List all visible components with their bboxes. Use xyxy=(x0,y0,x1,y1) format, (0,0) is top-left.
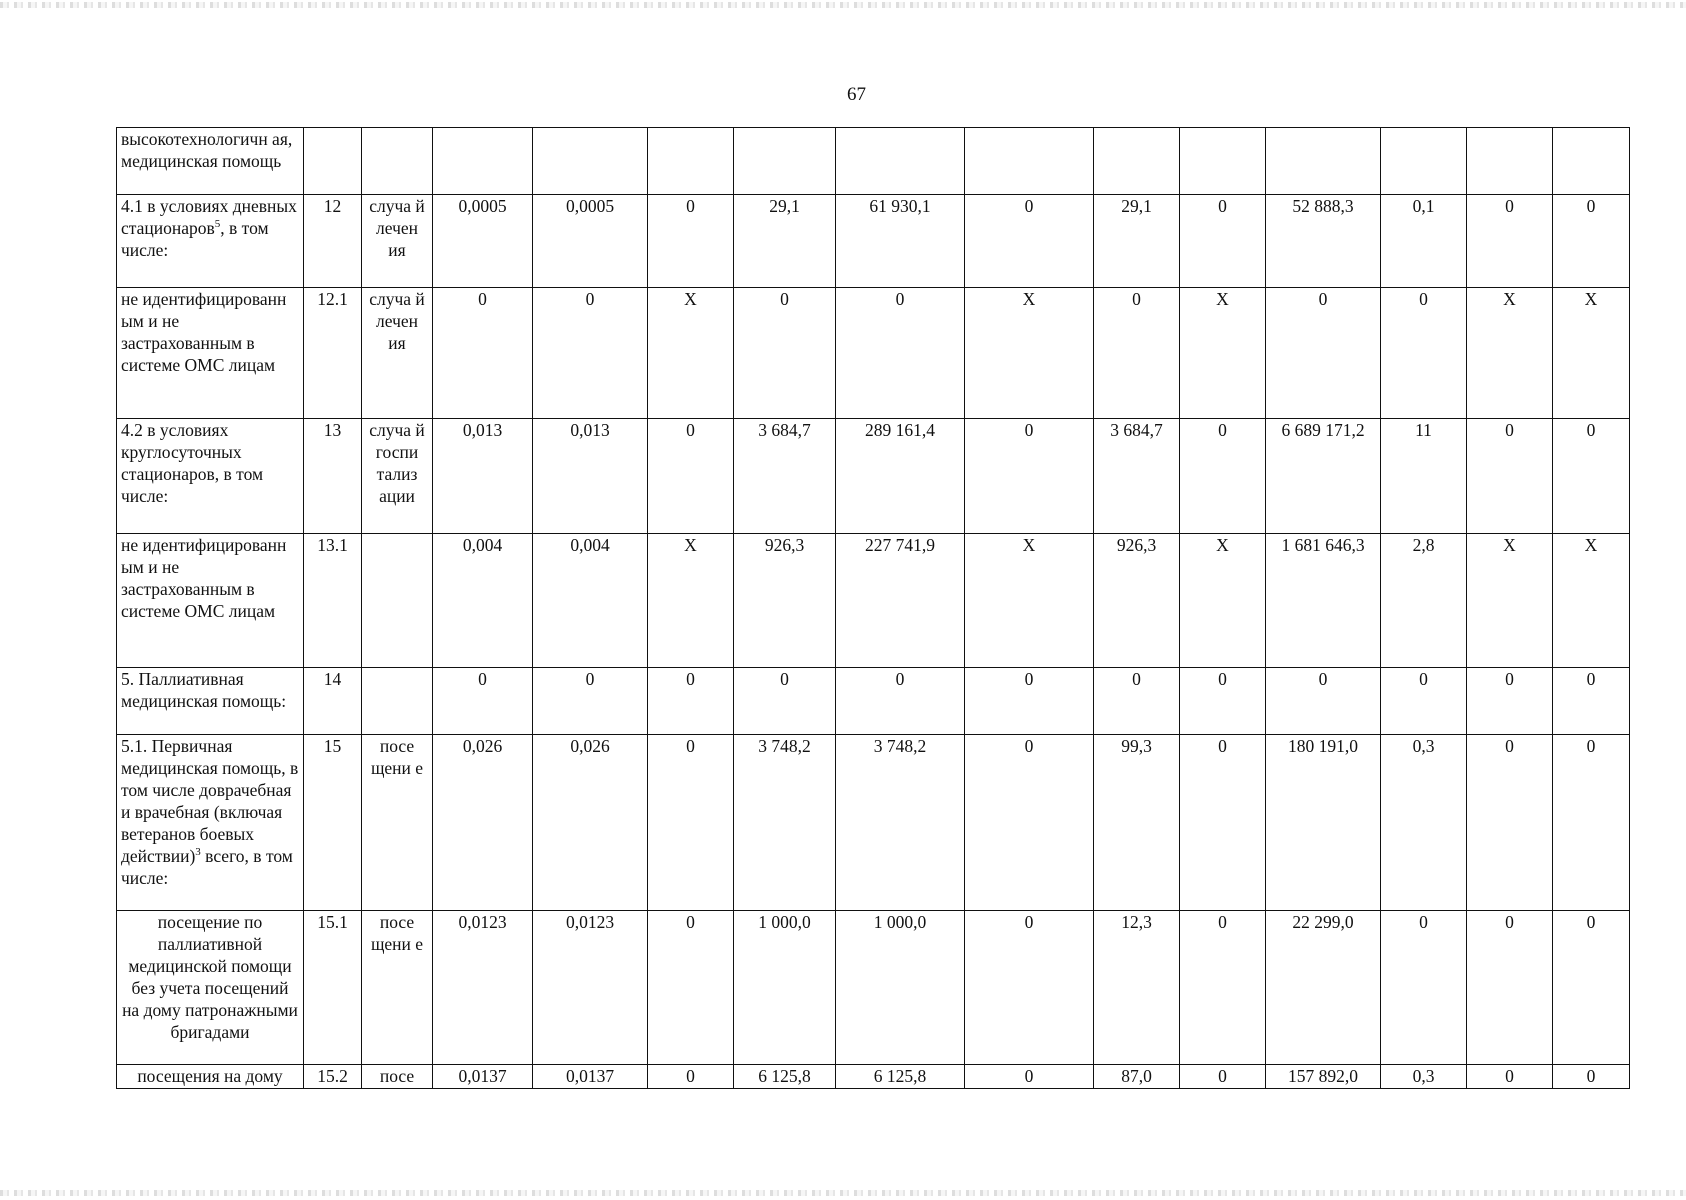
value-cell: 227 741,9 xyxy=(836,534,965,668)
value-cell: 29,1 xyxy=(1094,195,1180,288)
row-number: 15 xyxy=(304,735,362,911)
value-cell: X xyxy=(1553,534,1630,668)
value-cell: 11 xyxy=(1381,419,1467,534)
row-name-cell xyxy=(117,534,304,668)
value-cell xyxy=(1094,128,1180,195)
row-name-cell xyxy=(117,128,304,195)
value-cell: 0 xyxy=(1381,668,1467,735)
value-cell: 0,004 xyxy=(533,534,648,668)
value-cell: 0 xyxy=(1467,195,1553,288)
value-cell: 0,013 xyxy=(433,419,533,534)
row-name-suffix: всего, в том числе: xyxy=(121,846,293,888)
value-cell: 0 xyxy=(1467,1065,1553,1089)
value-cell: 1 000,0 xyxy=(836,911,965,1065)
scan-edge-bottom xyxy=(0,1190,1686,1196)
value-cell xyxy=(648,128,734,195)
value-cell: 99,3 xyxy=(1094,735,1180,911)
value-cell: 0 xyxy=(965,735,1094,911)
row-number: 15.2 xyxy=(304,1065,362,1089)
table-row xyxy=(117,668,1630,735)
value-cell: 6 125,8 xyxy=(734,1065,836,1089)
value-cell: 29,1 xyxy=(734,195,836,288)
value-cell: 3 748,2 xyxy=(836,735,965,911)
value-cell: 0 xyxy=(1553,1065,1630,1089)
value-cell: X xyxy=(1180,534,1266,668)
value-cell: 0 xyxy=(965,1065,1094,1089)
row-name: высокотехнологичн ая, медицинская помощь xyxy=(121,129,293,171)
page-number: 67 xyxy=(847,84,866,105)
value-cell: 0 xyxy=(1180,195,1266,288)
row-name-cell xyxy=(117,419,304,534)
row-name: 4.2 в условиях круглосуточных стационаров, в том числе: xyxy=(121,420,264,506)
value-cell: 0 xyxy=(648,911,734,1065)
value-cell: X xyxy=(1467,534,1553,668)
row-name-cell xyxy=(117,735,304,911)
value-cell: 0,026 xyxy=(533,735,648,911)
value-cell: X xyxy=(1180,288,1266,419)
value-cell: 0 xyxy=(1266,668,1381,735)
value-cell xyxy=(965,128,1094,195)
row-name-suffix: , в том числе: xyxy=(121,218,269,260)
value-cell: 0,0005 xyxy=(433,195,533,288)
value-cell xyxy=(433,128,533,195)
row-name: посещения на дому xyxy=(137,1066,283,1086)
value-cell xyxy=(1266,128,1381,195)
row-number: 13 xyxy=(304,419,362,534)
value-cell: 0,004 xyxy=(433,534,533,668)
value-cell: 157 892,0 xyxy=(1266,1065,1381,1089)
row-number: 13.1 xyxy=(304,534,362,668)
value-cell: 0,0137 xyxy=(533,1065,648,1089)
table-body xyxy=(117,128,1630,1089)
value-cell: 0 xyxy=(1553,195,1630,288)
value-cell: 0 xyxy=(836,288,965,419)
row-unit: случа й госпи тализ ации xyxy=(362,419,433,534)
value-cell: 3 684,7 xyxy=(1094,419,1180,534)
value-cell: 0 xyxy=(836,668,965,735)
value-cell: 1 681 646,3 xyxy=(1266,534,1381,668)
footnote-mark: 5 xyxy=(214,218,221,231)
value-cell: 0 xyxy=(533,668,648,735)
table-row xyxy=(117,288,1630,419)
value-cell: 0 xyxy=(1180,668,1266,735)
row-unit: посе xyxy=(362,1065,433,1089)
row-unit xyxy=(362,668,433,735)
row-name: 5. Паллиативная медицинская помощь: xyxy=(121,669,287,711)
value-cell xyxy=(1553,128,1630,195)
value-cell: 0 xyxy=(1381,911,1467,1065)
value-cell: X xyxy=(648,534,734,668)
value-cell: X xyxy=(1553,288,1630,419)
value-cell: 0,0137 xyxy=(433,1065,533,1089)
value-cell: 0 xyxy=(1467,668,1553,735)
value-cell: 0 xyxy=(648,668,734,735)
row-unit xyxy=(362,128,433,195)
value-cell xyxy=(533,128,648,195)
value-cell: 0 xyxy=(1094,288,1180,419)
row-name-cell xyxy=(117,668,304,735)
value-cell xyxy=(836,128,965,195)
value-cell: 0 xyxy=(648,419,734,534)
value-cell: 926,3 xyxy=(1094,534,1180,668)
value-cell: 0 xyxy=(648,195,734,288)
value-cell: 0 xyxy=(965,911,1094,1065)
row-name: не идентифицированн ым и не застрахованным в системе ОМС лицам xyxy=(121,535,287,621)
value-cell: 0 xyxy=(1094,668,1180,735)
value-cell: 3 684,7 xyxy=(734,419,836,534)
value-cell: 926,3 xyxy=(734,534,836,668)
table-row xyxy=(117,195,1630,288)
row-name: не идентифицированн ым и не застрахованным в системе ОМС лицам xyxy=(121,289,287,375)
value-cell: 0,0123 xyxy=(533,911,648,1065)
table-row xyxy=(117,534,1630,668)
value-cell xyxy=(1467,128,1553,195)
row-name: посещение по паллиативной медицинской помощи без учета посещений на дому патронажными бригадами xyxy=(122,912,298,1042)
data-table xyxy=(116,127,1630,1089)
row-unit: посе щени е xyxy=(362,735,433,911)
value-cell: 0 xyxy=(648,1065,734,1089)
row-unit: случа й лечен ия xyxy=(362,288,433,419)
value-cell: 0 xyxy=(1180,419,1266,534)
value-cell xyxy=(1180,128,1266,195)
value-cell: 0 xyxy=(1467,735,1553,911)
value-cell: 0 xyxy=(1266,288,1381,419)
value-cell: 0 xyxy=(433,288,533,419)
table-row xyxy=(117,419,1630,534)
value-cell: 180 191,0 xyxy=(1266,735,1381,911)
scan-edge-top xyxy=(0,2,1686,8)
row-name: 5.1. Первичная медицинская помощь, в том числе доврачебная и врачебная (включая ветеранов боевых действии) xyxy=(121,736,299,866)
value-cell: 0,0005 xyxy=(533,195,648,288)
value-cell: 0 xyxy=(1180,735,1266,911)
table-row xyxy=(117,1065,1630,1089)
value-cell: 0 xyxy=(965,419,1094,534)
value-cell: 0 xyxy=(1553,668,1630,735)
value-cell: 0 xyxy=(1553,911,1630,1065)
value-cell: 0,3 xyxy=(1381,1065,1467,1089)
value-cell: 0 xyxy=(1553,419,1630,534)
table-row xyxy=(117,128,1630,195)
row-unit: посе щени е xyxy=(362,911,433,1065)
value-cell: 12,3 xyxy=(1094,911,1180,1065)
value-cell: 61 930,1 xyxy=(836,195,965,288)
value-cell: 0 xyxy=(965,195,1094,288)
value-cell: 0 xyxy=(1180,911,1266,1065)
value-cell: 6 125,8 xyxy=(836,1065,965,1089)
value-cell: 0 xyxy=(1467,911,1553,1065)
value-cell: 0 xyxy=(533,288,648,419)
value-cell: X xyxy=(965,288,1094,419)
row-unit: случа й лечен ия xyxy=(362,195,433,288)
row-name-cell xyxy=(117,1065,304,1089)
row-name: 4.1 в условиях дневных стационаров xyxy=(121,196,297,238)
value-cell: X xyxy=(965,534,1094,668)
row-name-cell xyxy=(117,195,304,288)
value-cell: 0,026 xyxy=(433,735,533,911)
row-number: 12 xyxy=(304,195,362,288)
table-row xyxy=(117,735,1630,911)
value-cell: X xyxy=(1467,288,1553,419)
value-cell: 0 xyxy=(1381,288,1467,419)
value-cell: 0 xyxy=(965,668,1094,735)
value-cell: 0 xyxy=(734,288,836,419)
row-number: 14 xyxy=(304,668,362,735)
row-unit xyxy=(362,534,433,668)
value-cell: 87,0 xyxy=(1094,1065,1180,1089)
value-cell: 0 xyxy=(1180,1065,1266,1089)
row-name-cell xyxy=(117,288,304,419)
value-cell: 0,3 xyxy=(1381,735,1467,911)
value-cell: 22 299,0 xyxy=(1266,911,1381,1065)
value-cell: 289 161,4 xyxy=(836,419,965,534)
value-cell: X xyxy=(648,288,734,419)
row-number: 15.1 xyxy=(304,911,362,1065)
value-cell: 0 xyxy=(1467,419,1553,534)
row-number xyxy=(304,128,362,195)
value-cell xyxy=(1381,128,1467,195)
footnote-mark: 3 xyxy=(195,846,201,859)
table-row xyxy=(117,911,1630,1065)
value-cell: 52 888,3 xyxy=(1266,195,1381,288)
value-cell: 0,1 xyxy=(1381,195,1467,288)
row-name-cell xyxy=(117,911,304,1065)
value-cell: 0 xyxy=(433,668,533,735)
value-cell: 0 xyxy=(734,668,836,735)
value-cell: 6 689 171,2 xyxy=(1266,419,1381,534)
row-number: 12.1 xyxy=(304,288,362,419)
value-cell: 3 748,2 xyxy=(734,735,836,911)
value-cell: 2,8 xyxy=(1381,534,1467,668)
value-cell: 0 xyxy=(648,735,734,911)
value-cell: 0,013 xyxy=(533,419,648,534)
value-cell: 0 xyxy=(1553,735,1630,911)
value-cell: 0,0123 xyxy=(433,911,533,1065)
value-cell xyxy=(734,128,836,195)
value-cell: 1 000,0 xyxy=(734,911,836,1065)
